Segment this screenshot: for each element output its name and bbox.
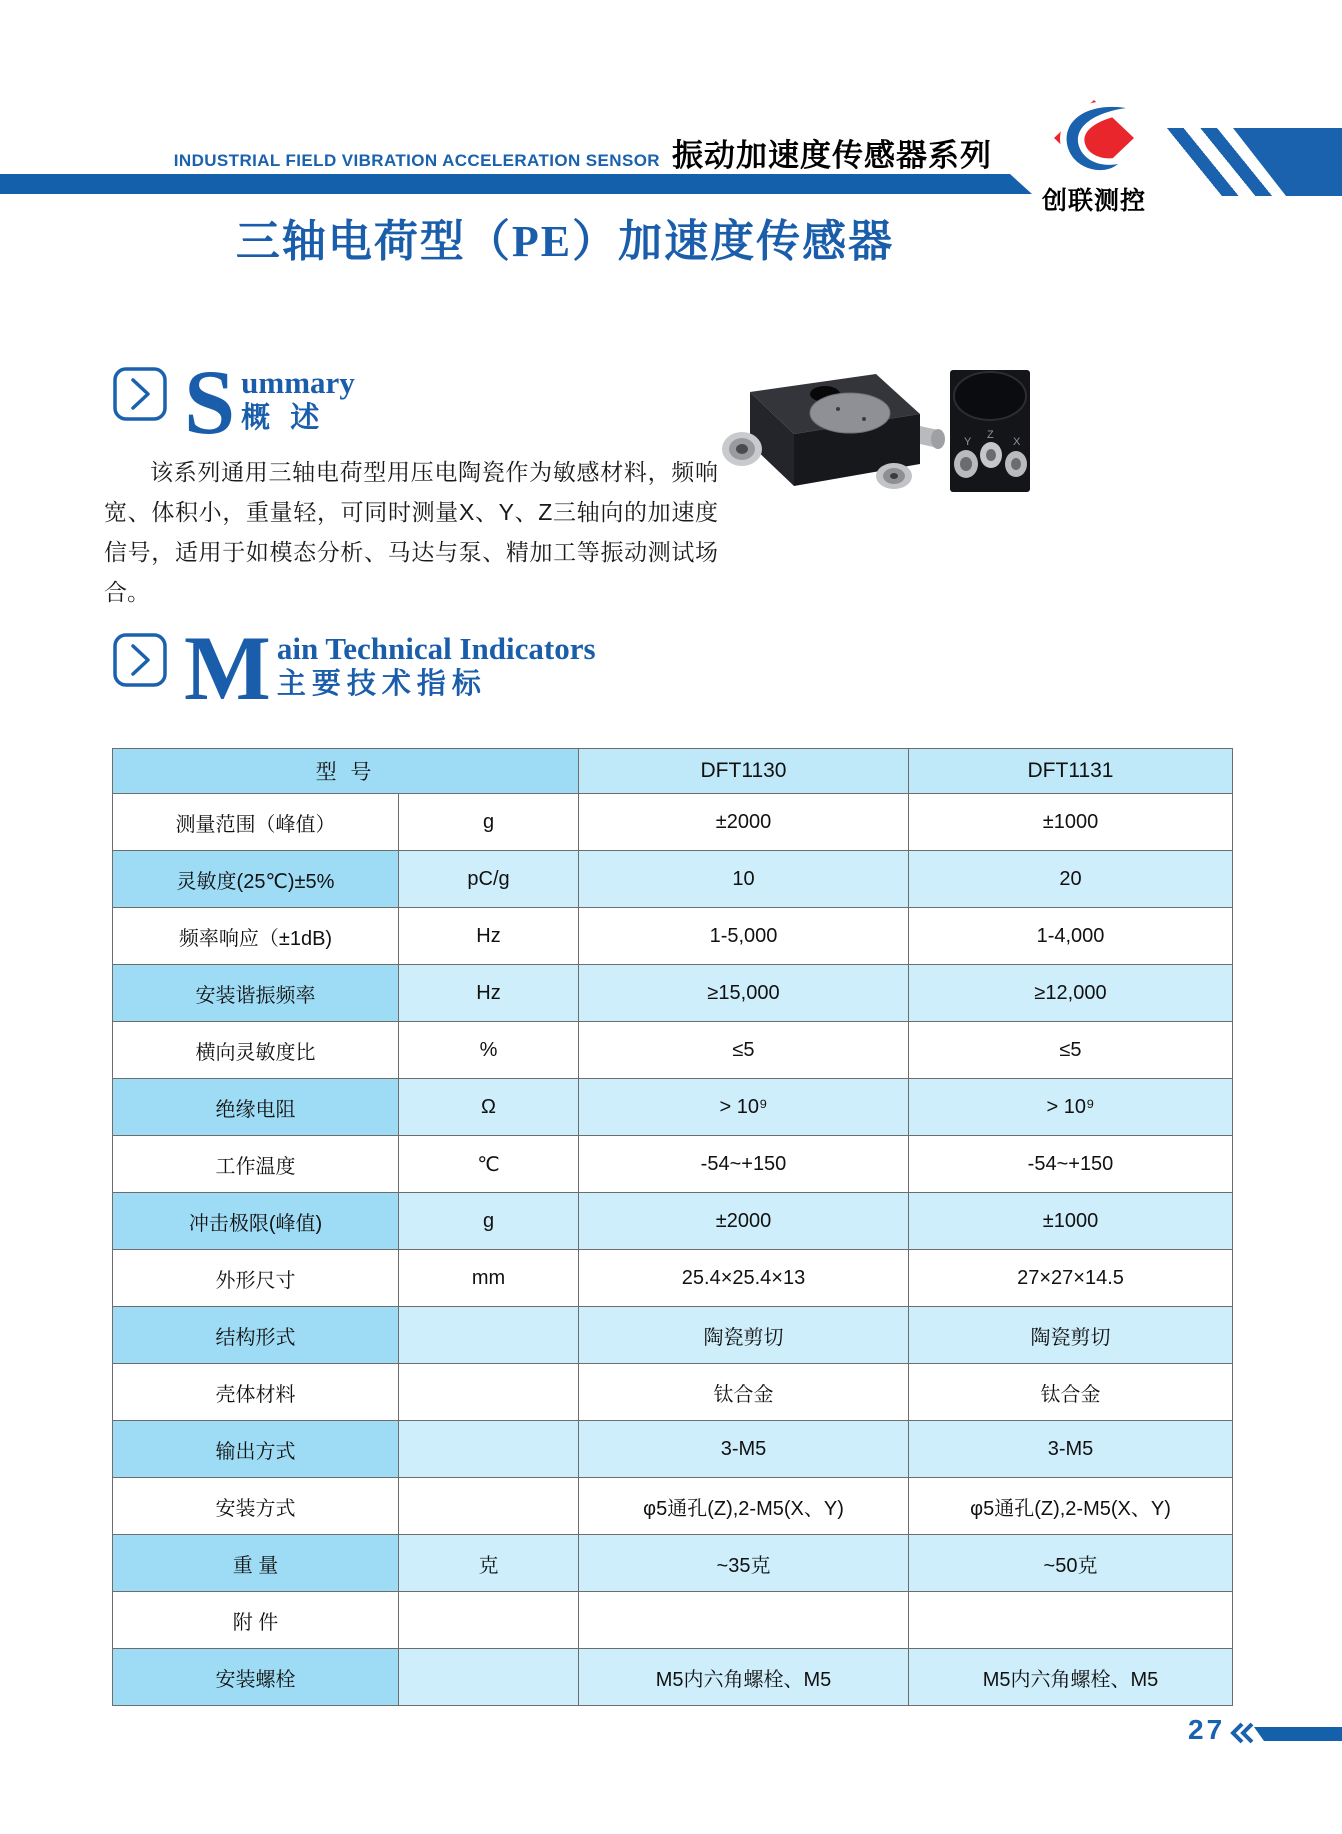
spec-label-cell: 频率响应（±1dB): [113, 908, 399, 965]
spec-value-cell: ~50克: [909, 1535, 1233, 1592]
spec-unit-cell: Ω: [399, 1079, 579, 1136]
spec-unit-cell: 克: [399, 1535, 579, 1592]
header-english-series: INDUSTRIAL FIELD VIBRATION ACCELERATION SENSOR: [173, 151, 660, 170]
spec-value-cell: 陶瓷剪切: [579, 1307, 909, 1364]
spec-value-cell: 钛合金: [579, 1364, 909, 1421]
spec-value-cell: 1-5,000: [579, 908, 909, 965]
table-row: [113, 1250, 1233, 1307]
spec-label-cell: 安装螺栓: [113, 1649, 399, 1706]
table-row: [113, 1421, 1233, 1478]
spec-unit-cell: g: [399, 794, 579, 851]
spec-value-cell: 1-4,000: [909, 908, 1233, 965]
spec-value-cell: 20: [909, 851, 1233, 908]
table-row: [113, 851, 1233, 908]
spec-label-cell: 壳体材料: [113, 1364, 399, 1421]
product-photo: [698, 352, 1033, 517]
company-logo-text: 创联测控: [1041, 187, 1146, 215]
table-row: [113, 1649, 1233, 1706]
spec-label-cell: 测量范围（峰值）: [113, 794, 399, 851]
spec-value-cell: ±2000: [579, 794, 909, 851]
indicators-heading-text: [184, 617, 596, 719]
summary-paragraph: 该系列通用三轴电荷型用压电陶瓷作为敏感材料，频响宽、体积小，重量轻，可同时测量X、Y、Z三轴向的加速度信号，适用于如模态分析、马达与泵、精加工等振动测试场合。: [104, 459, 718, 605]
spec-value-cell: ≤5: [909, 1022, 1233, 1079]
spec-unit-cell: [399, 1364, 579, 1421]
header-blue-bar: [0, 174, 1032, 194]
spec-value-cell: 10: [579, 851, 909, 908]
spec-unit-cell: g: [399, 1193, 579, 1250]
spec-value-cell: φ5通孔(Z),2-M5(X、Y): [909, 1478, 1233, 1535]
axis-label-y: Y: [964, 436, 972, 448]
indicators-english-label: ain Technical Indicators: [276, 631, 596, 666]
table-row: [113, 1592, 1233, 1649]
spec-unit-cell: [399, 1592, 579, 1649]
spec-value-cell: 27×27×14.5: [909, 1250, 1233, 1307]
sensor-b-illustration: [950, 370, 1030, 492]
spec-label-cell: 输出方式: [113, 1421, 399, 1478]
spec-unit-cell: Hz: [399, 908, 579, 965]
table-header-row: [113, 749, 1233, 794]
spec-value-cell: φ5通孔(Z),2-M5(X、Y): [579, 1478, 909, 1535]
table-row: [113, 1136, 1233, 1193]
spec-label-cell: 绝缘电阻: [113, 1079, 399, 1136]
spec-unit-cell: Hz: [399, 965, 579, 1022]
spec-value-cell: > 10⁹: [579, 1079, 909, 1136]
indicators-section-heading: [112, 617, 596, 719]
spec-label-cell: 工作温度: [113, 1136, 399, 1193]
header: [0, 130, 992, 175]
summary-section-heading: [112, 351, 355, 453]
table-row: [113, 965, 1233, 1022]
spec-value-cell: [579, 1592, 909, 1649]
spec-table-body: [113, 749, 1233, 1706]
spec-label-cell: 安装方式: [113, 1478, 399, 1535]
spec-unit-cell: ℃: [399, 1136, 579, 1193]
page-title: 三轴电荷型（PE）加速度传感器: [235, 217, 895, 266]
spec-unit-cell: [399, 1649, 579, 1706]
table-row: [113, 1307, 1233, 1364]
footer-bar: [1254, 1727, 1342, 1741]
double-chevron-left-icon: [1230, 1722, 1256, 1744]
spec-value-cell: ±2000: [579, 1193, 909, 1250]
spec-unit-cell: [399, 1421, 579, 1478]
axis-label-x: X: [1013, 436, 1021, 448]
spec-value-cell: M5内六角螺栓、M5: [579, 1649, 909, 1706]
spec-label-cell: 横向灵敏度比: [113, 1022, 399, 1079]
spec-value-cell: ≥12,000: [909, 965, 1233, 1022]
table-row: [113, 1022, 1233, 1079]
spec-value-cell: ~35克: [579, 1535, 909, 1592]
company-logo: [1038, 100, 1150, 217]
spec-unit-cell: [399, 1307, 579, 1364]
spec-value-cell: > 10⁹: [909, 1079, 1233, 1136]
spec-value-cell: -54~+150: [579, 1136, 909, 1193]
axis-label-z: Z: [987, 429, 994, 441]
spec-value-cell: 25.4×25.4×13: [579, 1250, 909, 1307]
table-row: [113, 908, 1233, 965]
spec-unit-cell: [399, 1478, 579, 1535]
spec-label-cell: 冲击极限(峰值): [113, 1193, 399, 1250]
table-row: [113, 1478, 1233, 1535]
spec-value-cell: 钛合金: [909, 1364, 1233, 1421]
sensor-a-illustration: [722, 374, 945, 489]
spec-value-cell: M5内六角螺栓、M5: [909, 1649, 1233, 1706]
spec-value-cell: 3-M5: [909, 1421, 1233, 1478]
indicators-initial: M: [184, 617, 271, 719]
indicators-chinese-label: 主要技术指标: [276, 668, 487, 700]
model-name-cell: DFT1131: [909, 749, 1233, 794]
spec-label-cell: 外形尺寸: [113, 1250, 399, 1307]
spec-value-cell: [909, 1592, 1233, 1649]
spec-unit-cell: mm: [399, 1250, 579, 1307]
spec-value-cell: -54~+150: [909, 1136, 1233, 1193]
table-row: [113, 794, 1233, 851]
summary-chinese-label: 概 述: [241, 402, 326, 434]
spec-value-cell: ±1000: [909, 1193, 1233, 1250]
spec-label-cell: 灵敏度(25℃)±5%: [113, 851, 399, 908]
spec-label-cell: 附 件: [113, 1592, 399, 1649]
table-row: [113, 1193, 1233, 1250]
page-number: 27: [1188, 1714, 1226, 1745]
spec-table: [112, 748, 1233, 1706]
spec-value-cell: ≤5: [579, 1022, 909, 1079]
spec-label-cell: 重 量: [113, 1535, 399, 1592]
spec-unit-cell: %: [399, 1022, 579, 1079]
chevron-box-icon: [112, 366, 168, 422]
table-row: [113, 1535, 1233, 1592]
summary-heading-text: [184, 351, 355, 453]
table-row: [113, 1364, 1233, 1421]
spec-value-cell: ±1000: [909, 794, 1233, 851]
header-chinese-series: 振动加速度传感器系列: [672, 138, 992, 173]
table-row: [113, 1079, 1233, 1136]
spec-label-cell: 结构形式: [113, 1307, 399, 1364]
chevron-box-icon: [112, 632, 168, 688]
spec-value-cell: 陶瓷剪切: [909, 1307, 1233, 1364]
company-logo-icon: [1048, 100, 1140, 180]
model-name-cell: DFT1130: [579, 749, 909, 794]
spec-label-cell: 安装谐振频率: [113, 965, 399, 1022]
spec-unit-cell: pC/g: [399, 851, 579, 908]
model-header-cell: 型 号: [113, 749, 579, 794]
spec-value-cell: ≥15,000: [579, 965, 909, 1022]
summary-initial: S: [184, 351, 236, 453]
summary-english-label: ummary: [241, 365, 355, 400]
spec-value-cell: 3-M5: [579, 1421, 909, 1478]
